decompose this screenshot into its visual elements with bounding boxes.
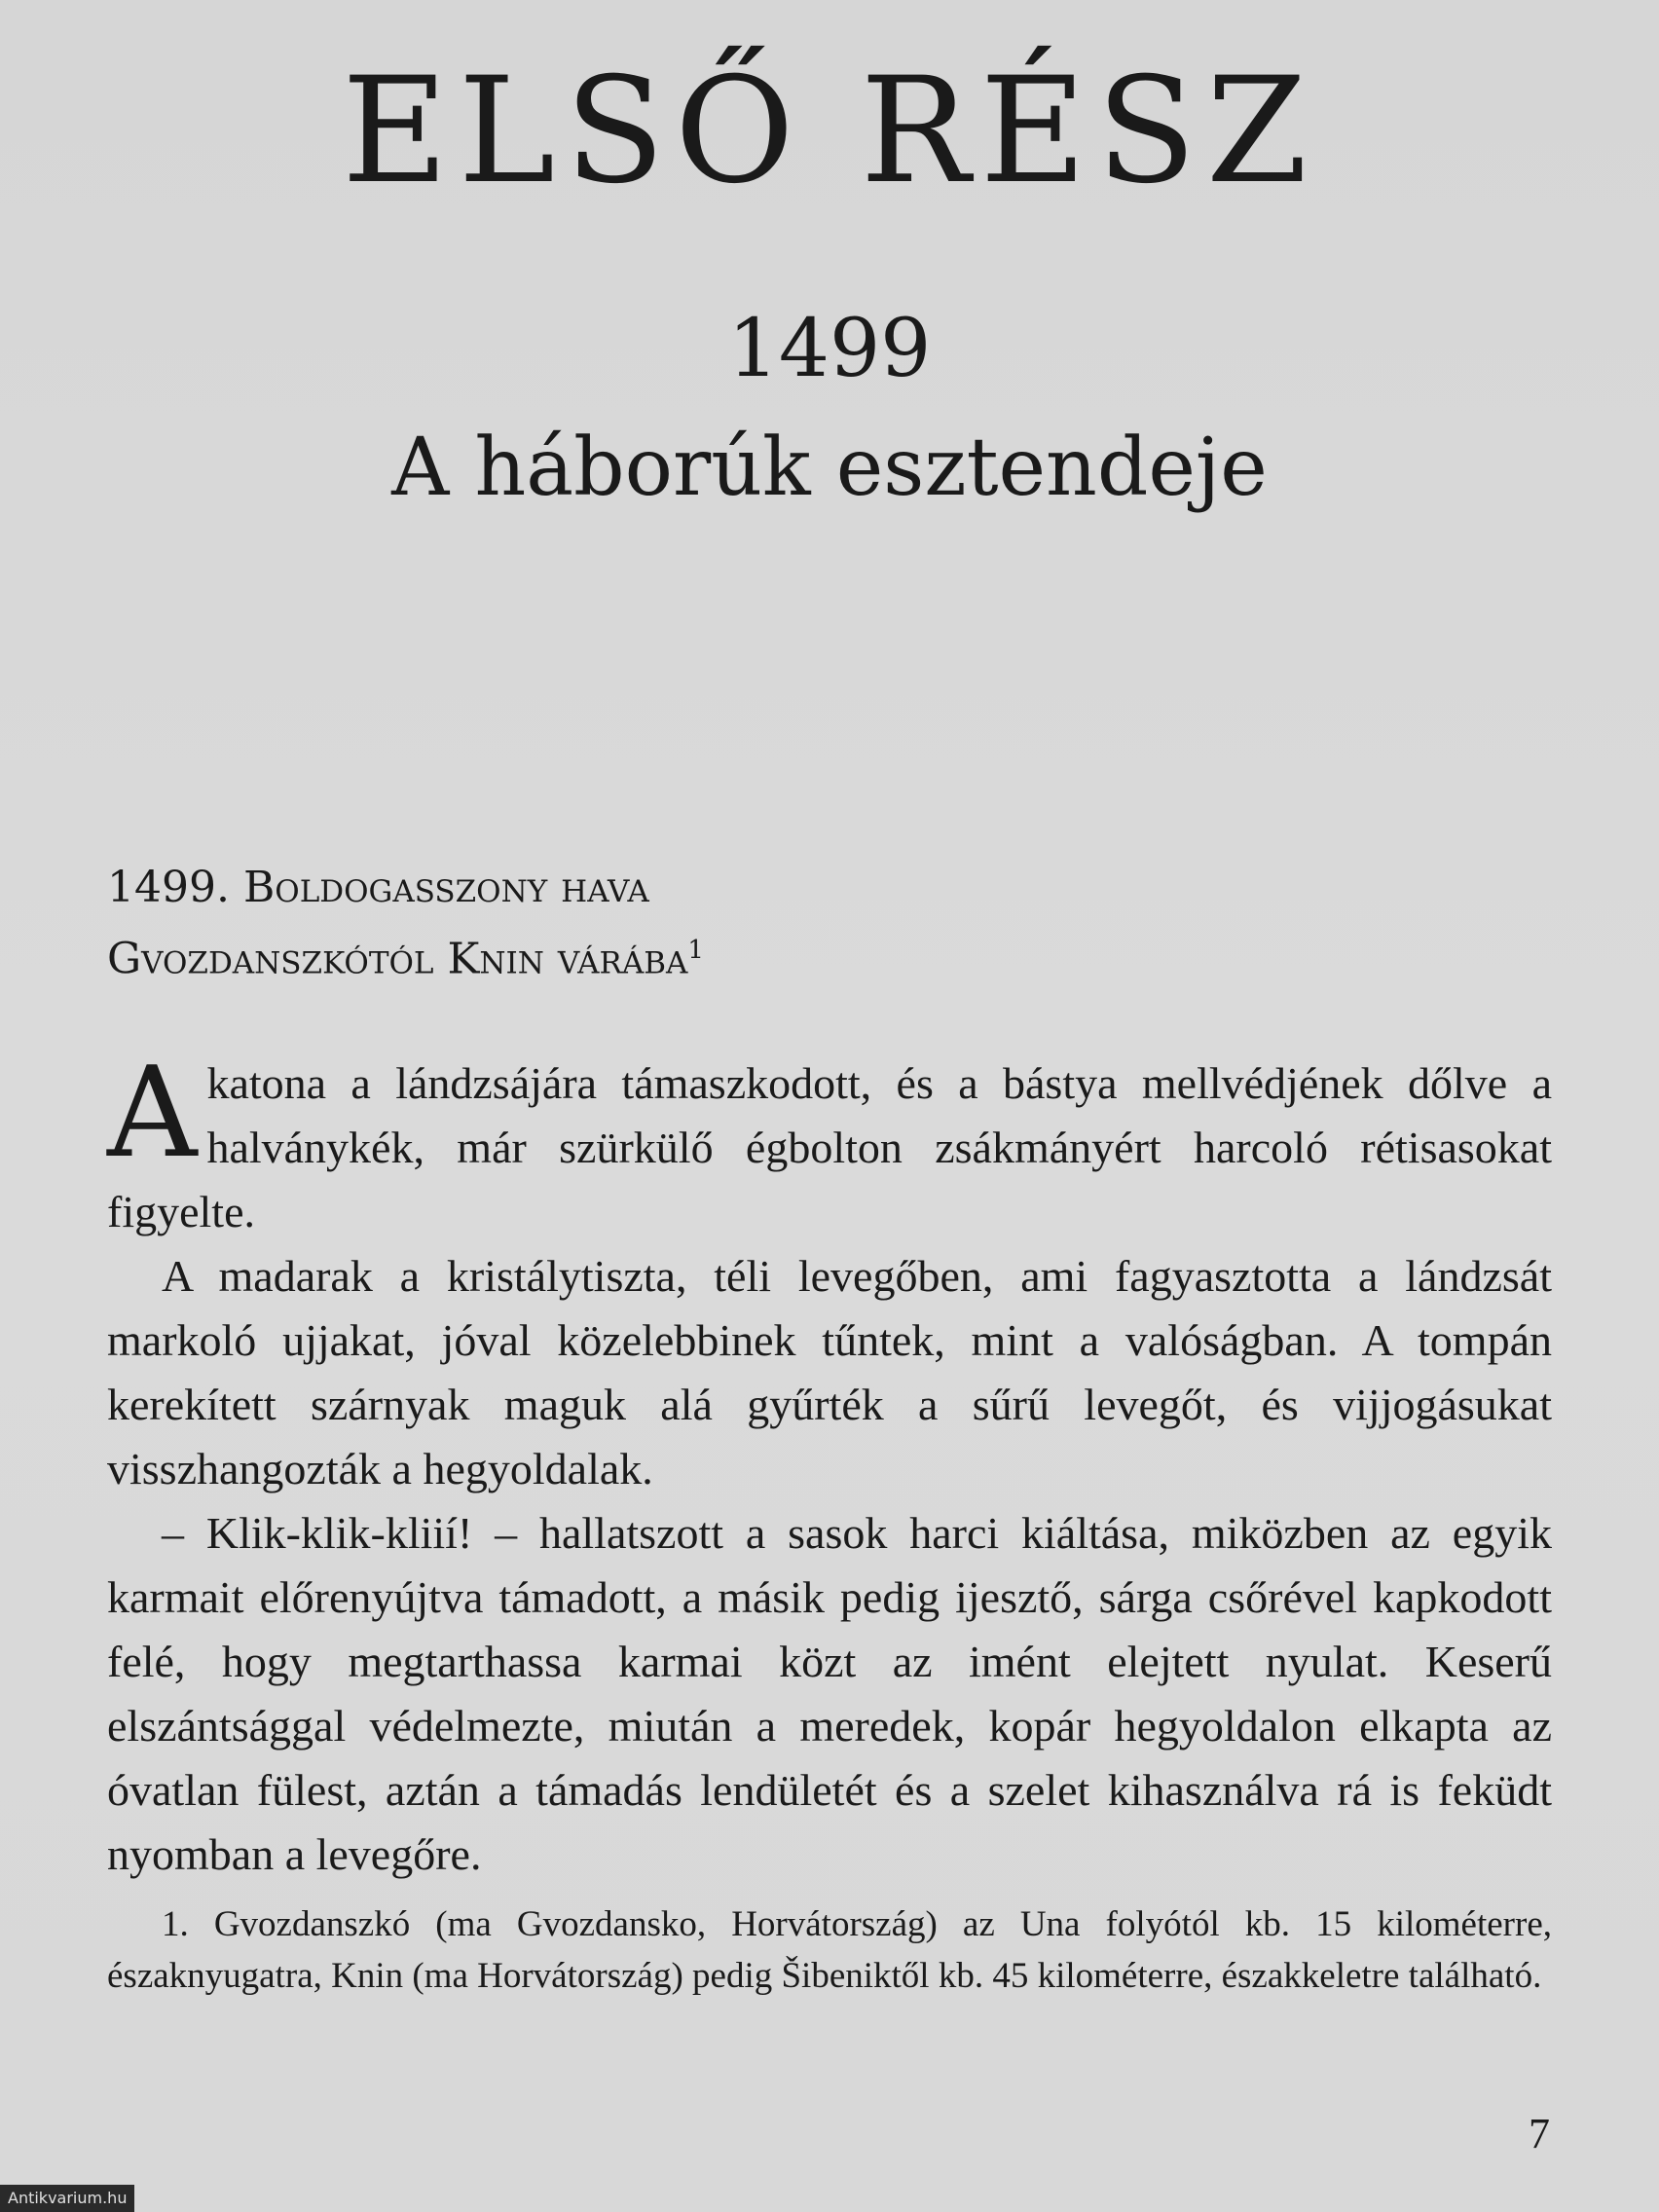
chapter-heading-date: 1499. Boldogasszony hava <box>107 863 649 912</box>
watermark: Antikvarium.hu <box>0 2185 134 2212</box>
chapter-heading-route-text: Gvozdanszkótól Knin várába <box>107 934 688 984</box>
body-text <box>107 1041 1552 1887</box>
paragraph-3: – Klik-klik-kliií! – hallatszott a sasok harci kiáltása, miközben az egyik karmait előrenyújtva támadott, a másik pedig ijesztő, sárga csőrével kapkodott felé, hogy megtarthassa karmai közt az imént elejtett nyulat. Keserű elszántsággal védelmezte, miután a meredek, kopár hegyoldalon elkapta az óvatlan fülest, aztán a támadás lendületét és a szelet kihasználva rá is feküdt nyomban a levegőre. <box>107 1508 1552 1879</box>
drop-cap: A <box>107 1041 198 1186</box>
footnote: 1. Gvozdanszkó (ma Gvozdansko, Horvátország) az Una folyótól kb. 15 kilométerre, északnyugatra, Knin (ma Horvátország) pedig Šibeniktől kb. 45 kilométerre, északkeletre található. <box>107 1904 1552 1996</box>
chapter-heading <box>107 857 1567 991</box>
chapter-heading-route <box>107 919 1567 991</box>
paragraph-1 <box>107 1041 1552 1244</box>
paragraph-1-text: katona a lándzsájára támaszkodott, és a bástya mellvédjének dőlve a halványkék, már szürkülő égbolton zsákmányért harcoló rétisasokat figyelte. <box>107 1058 1552 1236</box>
page-number: 7 <box>1529 2110 1550 2157</box>
paragraph-2: A madarak a kristálytiszta, téli levegőben, ami fagyasztotta a lándzsát markoló ujjakat, jóval közelebbinek tűntek, mint a valóságban. A tompán kerekített szárnyak maguk alá gyűrték a sűrű levegőt, és vijjogásukat visszhangozták a hegyoldalak. <box>107 1251 1552 1493</box>
chapter-year: 1499 <box>727 303 932 395</box>
part-title: ELSŐ RÉSZ <box>342 47 1317 216</box>
footnote-reference: 1 <box>687 936 704 965</box>
part-subtitle: A háborúk esztendeje <box>391 422 1268 514</box>
